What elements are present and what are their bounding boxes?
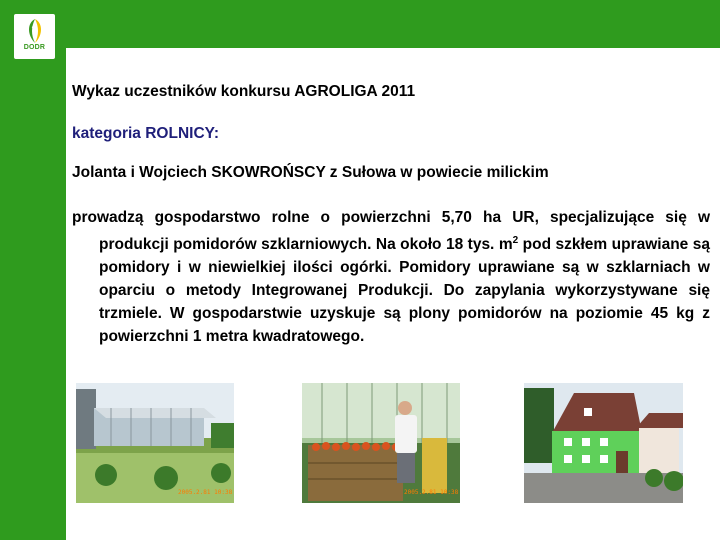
sidebar-bar (0, 0, 66, 540)
logo-text: DODR (23, 44, 46, 51)
description-part2: pod szkłem uprawiane są pomidory i w niewielkiej ilości ogórki. Pomidory uprawiane są w szklarniach w oparciu o metody Integrowanej Produkcji. Do zapylania wykorzystywane się trzmiele. W gospodarstwie uzyskuje są plony pomidorów na poziomie 45 kg z powierzchni 1 metra kwadratowego. (99, 236, 710, 346)
farm-description (72, 206, 710, 348)
header-bar (0, 0, 720, 48)
farmer-tomatoes-photo (302, 383, 460, 503)
description-superscript: 2 (512, 235, 519, 246)
photo-date-stamp: 2005.2.81 10:38 (178, 489, 233, 496)
farmhouse-photo (524, 383, 683, 503)
photo-date-stamp: 2005.2.81 10:38 (404, 489, 459, 496)
participants-line: Jolanta i Wojciech SKOWROŃSCY z Sułowa w powiecie milickim (72, 164, 549, 181)
dodr-logo-icon (23, 17, 47, 45)
category-heading: kategoria ROLNICY: (72, 125, 219, 142)
description-part1: prowadzą gospodarstwo rolne o powierzchni 5,70 ha UR, specjalizujące się w produkcji pomidorów szklarniowych. Na około 18 tys. m (72, 209, 710, 254)
greenhouses-photo (76, 383, 234, 503)
dodr-logo (14, 14, 55, 59)
page-title: Wykaz uczestników konkursu AGROLIGA 2011 (72, 83, 416, 100)
